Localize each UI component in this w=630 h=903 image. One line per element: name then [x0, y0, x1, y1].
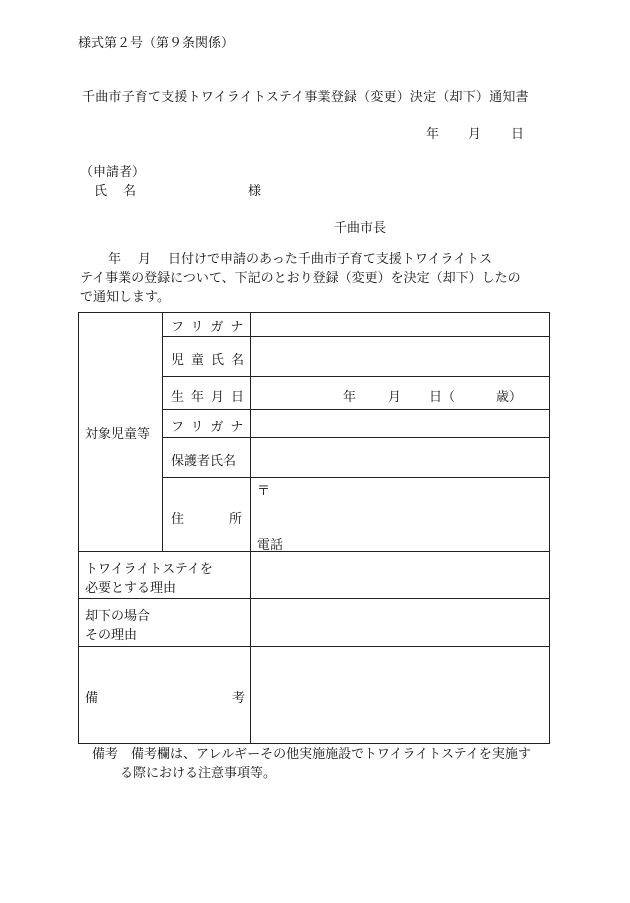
body-line1-rest: 日付けで申請のあった千曲市子育て支援トワイライトス: [168, 252, 492, 267]
row-line: [162, 437, 549, 438]
row-line: [162, 477, 549, 478]
address-label-part-1: 住: [171, 512, 185, 527]
date-day-label: 日: [511, 127, 525, 142]
row-line: [79, 646, 549, 647]
row-line: [162, 336, 549, 337]
birthdate-month: 月: [388, 390, 402, 405]
birthdate-age: 歳）: [496, 390, 523, 405]
applicant-name-label: [94, 180, 152, 199]
date-month-label: 月: [468, 127, 482, 142]
footnote-line-2: る際における注意事項等。: [120, 766, 277, 781]
reason-label-line-2: 必要とする理由: [85, 581, 177, 596]
phone-label: 電話: [257, 538, 284, 553]
body-line-3: で通知します。: [80, 290, 170, 305]
remarks-label-part-2: 考: [232, 691, 246, 706]
reject-reason-label-line-2: その理由: [85, 628, 138, 643]
row-line: [162, 409, 549, 410]
birthdate-label: 生年月日: [171, 390, 252, 405]
name-label-part-2: 名: [123, 184, 137, 199]
group-divider: [162, 313, 163, 551]
name-label-part-1: 氏: [94, 184, 108, 199]
target-child-group-label: 対象児童等: [85, 427, 151, 442]
address-label-part-2: 所: [229, 512, 243, 527]
applicant-label: （申請者）: [80, 165, 146, 180]
guardian-name-label: 保護者氏名: [171, 454, 237, 469]
registration-table: [78, 312, 550, 744]
document-title: 千曲市子育て支援トワイライトステイ事業登録（変更）決定（却下）通知書: [82, 90, 529, 105]
row-line: [79, 551, 549, 552]
footnote: [92, 745, 562, 783]
body-line-2: テイ事業の登録について、下記のとおり登録（変更）を決定（却下）したの: [80, 271, 521, 286]
footnote-label: 備考: [92, 747, 119, 762]
birthdate-year: 年: [343, 390, 357, 405]
child-name-label: 児童氏名: [171, 353, 252, 368]
postal-mark: 〒: [257, 484, 271, 499]
row-line: [162, 376, 549, 377]
row-line: [79, 598, 549, 599]
remarks-label-part-1: 備: [85, 691, 99, 706]
child-furigana-label: フリガナ: [171, 320, 251, 335]
issuer: 千曲市長: [334, 221, 387, 236]
notice-body: [80, 250, 552, 307]
date-year-label: 年: [426, 127, 440, 142]
guardian-furigana-label: フリガナ: [171, 420, 251, 435]
body-year: 年: [108, 252, 122, 267]
body-line-1: [80, 250, 552, 269]
footnote-text-1: 備考欄は、アレルギーその他実施施設でトワイライトステイを実施す: [131, 747, 531, 762]
footnote-line-1: [92, 745, 562, 764]
body-month: 月: [138, 252, 152, 267]
reason-label-line-1: トワイライトステイを: [85, 562, 213, 577]
honorific: 様: [248, 184, 262, 199]
form-number: 様式第２号（第９条関係）: [78, 36, 235, 51]
label-divider: [250, 313, 251, 743]
birthdate-day: 日（: [429, 390, 456, 405]
reject-reason-label-line-1: 却下の場合: [85, 609, 151, 624]
